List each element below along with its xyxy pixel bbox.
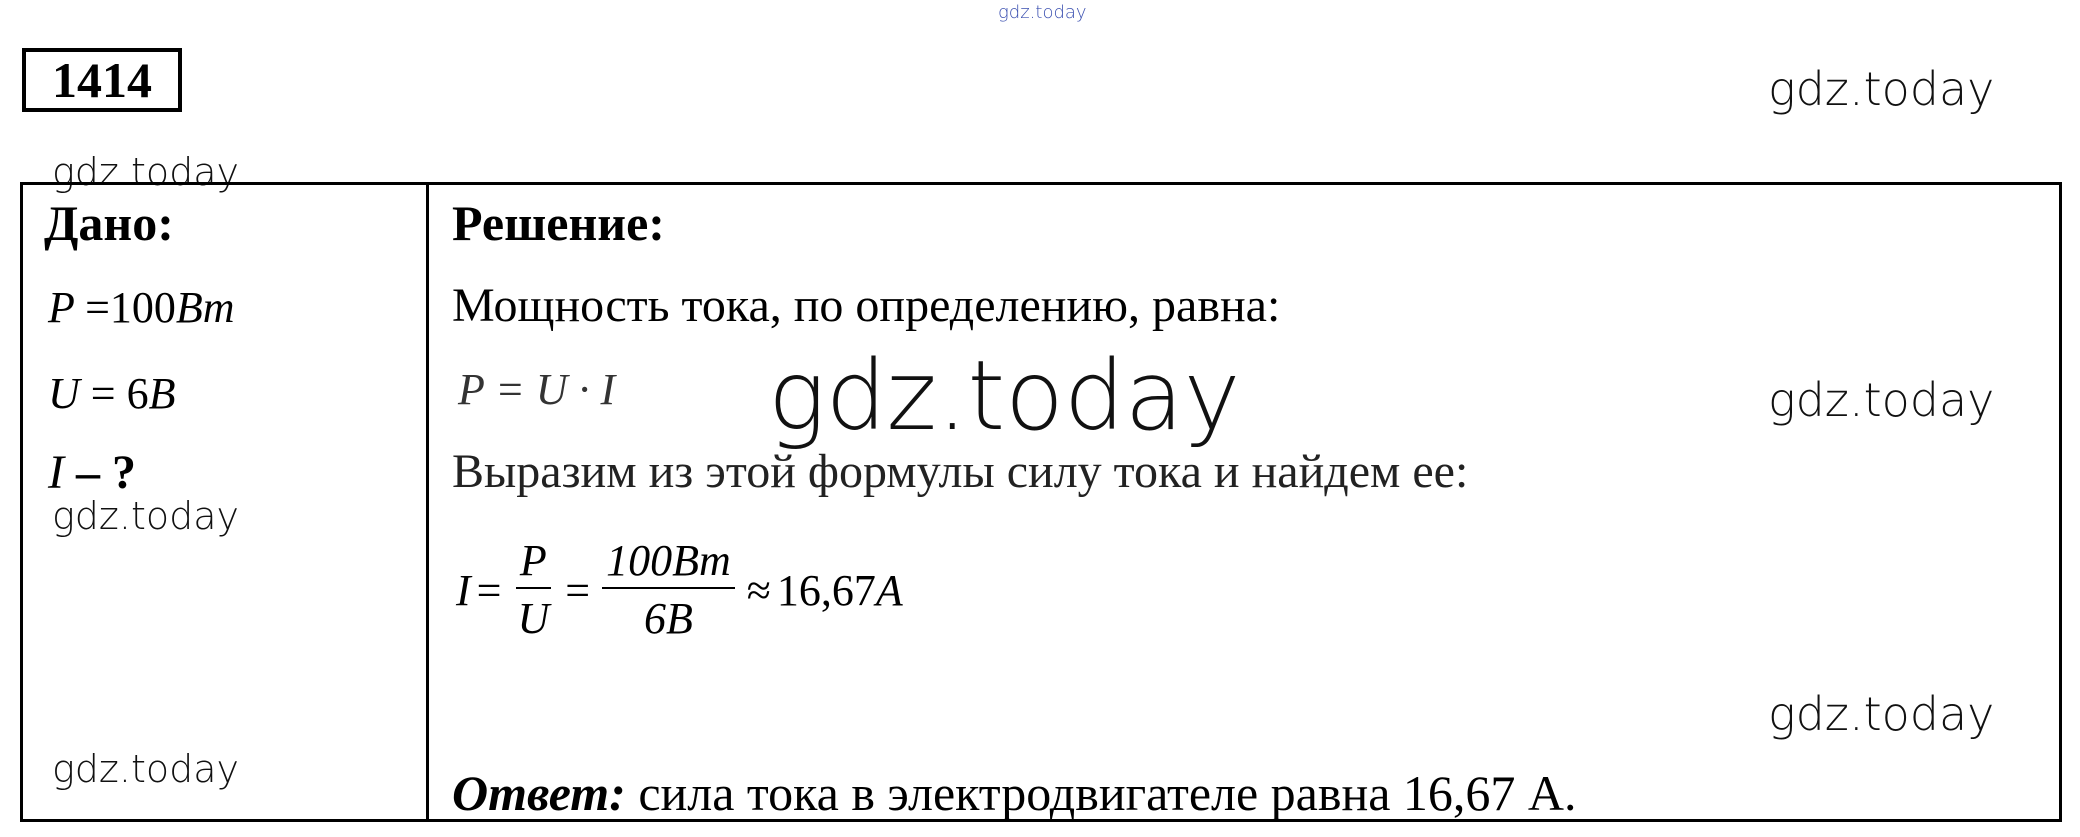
watermark-left-middle: gdz.today (52, 494, 239, 538)
fraction-numerator-power: 100Bm (602, 539, 735, 589)
current-formula (456, 530, 903, 650)
power-value: 100 (109, 283, 176, 332)
formula-approx: ≈ (746, 565, 771, 615)
given-find (48, 445, 136, 500)
solution-line-1: Мощность тока, по определению, равна: (452, 279, 1281, 332)
given-title: Дано: (44, 195, 174, 251)
voltage-value: 6 (126, 369, 149, 418)
fraction-denominator-u: U (517, 594, 550, 643)
formula-current-variable: I (456, 565, 471, 615)
voltage-unit: B (148, 369, 176, 418)
fraction-p-over-u (513, 536, 553, 643)
given-power (48, 282, 235, 333)
watermark-right-middle: gdz.today (1768, 373, 1995, 427)
voltage-variable: U (48, 369, 80, 418)
power-variable: P (48, 283, 75, 332)
formula-equals-1: = (476, 565, 502, 615)
find-question: ? (111, 446, 136, 499)
fraction-values (602, 536, 735, 643)
solution-line-2: Выразим из этой формулы силу тока и найдем ее: (452, 445, 1469, 498)
formula-result-unit: A (875, 565, 903, 615)
answer-line (452, 764, 1577, 822)
given-voltage (48, 368, 176, 419)
power-unit: Bm (175, 283, 235, 332)
solution-title: Решение: (452, 195, 665, 251)
watermark-top: gdz.today (998, 2, 1087, 23)
answer-label: Ответ: (452, 765, 626, 821)
watermark-top-right: gdz.today (1768, 62, 1995, 116)
fraction-denominator-voltage: 6B (643, 594, 693, 643)
power-equals: = (85, 283, 110, 332)
column-divider (426, 182, 429, 822)
voltage-equals: = (90, 369, 116, 418)
watermark-right-bottom: gdz.today (1768, 687, 1995, 741)
answer-text: сила тока в электродвигателе равна 16,67 А. (625, 765, 1577, 821)
watermark-left-top: gdz.today (52, 150, 239, 194)
find-variable: I (48, 446, 64, 499)
formula-equals-2: = (565, 565, 591, 615)
problem-number: 1414 (22, 48, 182, 112)
power-formula: P = U · I (458, 365, 616, 414)
watermark-center: gdz.today (768, 340, 1241, 452)
formula-result-value: 16,67 (776, 565, 876, 615)
watermark-left-bottom: gdz.today (52, 747, 239, 791)
fraction-numerator-p: P (516, 539, 551, 589)
find-dash: – (75, 446, 100, 499)
